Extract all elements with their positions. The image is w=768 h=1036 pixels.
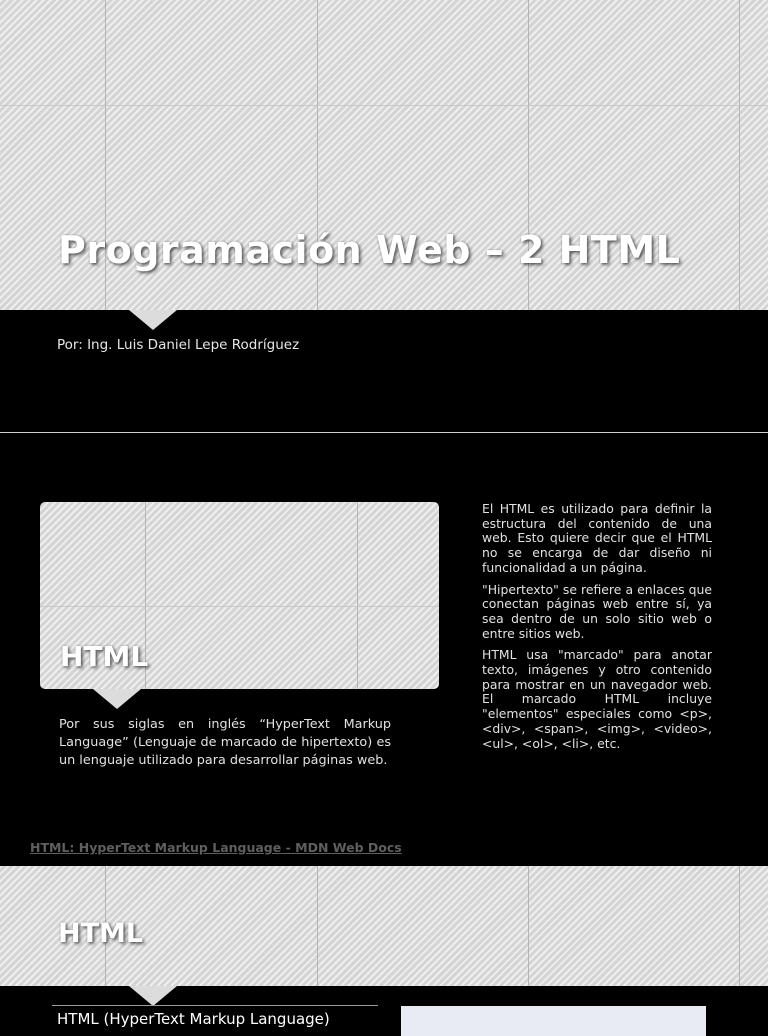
html-explanation-column: [482, 502, 712, 758]
paragraph: HTML usa "marcado" para anotar texto, imágenes y otro contenido para mostrar en un navegador web. El marcado HTML incluye "elementos" especiales como <p>, <div>, <span>, <img>, <video>, <ul>, <ol>, <li>, etc.: [482, 647, 712, 751]
slide-1: [0, 0, 768, 432]
divider: [52, 1005, 378, 1006]
slide-1-title: Programación Web – 2 HTML: [58, 228, 681, 272]
header-notch: [129, 986, 177, 1006]
slide-3-heading: HTML: [58, 918, 144, 949]
grid-line: [40, 606, 439, 607]
author-byline: Por: Ing. Luis Daniel Lepe Rodríguez: [57, 337, 300, 353]
grid-line: [357, 502, 358, 689]
header-notch: [129, 310, 177, 330]
grid-line: [528, 866, 529, 986]
slide-2-heading: HTML: [60, 640, 149, 673]
html-definition-text: Por sus siglas en inglés “HyperText Markup Language” (Lenguaje de marcado de hipertexto) es un lenguaje utilizado para desarrollar páginas web.: [59, 717, 391, 768]
grid-line: [317, 866, 318, 986]
paragraph: El HTML es utilizado para definir la estructura del contenido de una web. Esto quiere decir que el HTML no se encarga de dar diseño ni funcionalidad a un página.: [482, 501, 712, 575]
paragraph: "Hipertexto" se refiere a enlaces que conectan páginas web entre sí, ya sea dentro de un solo sitio web o entre sitios web.: [482, 581, 712, 641]
slide-3-body-text: HTML (HyperText Markup Language): [57, 1010, 330, 1028]
mdn-reference-link[interactable]: HTML: HyperText Markup Language - MDN Web Docs: [30, 840, 402, 855]
image-placeholder: [401, 1006, 706, 1036]
grid-line: [739, 0, 740, 310]
panel-notch: [93, 689, 141, 709]
grid-line: [739, 866, 740, 986]
slide-2-title-panel: [40, 502, 439, 689]
grid-line: [0, 105, 768, 106]
